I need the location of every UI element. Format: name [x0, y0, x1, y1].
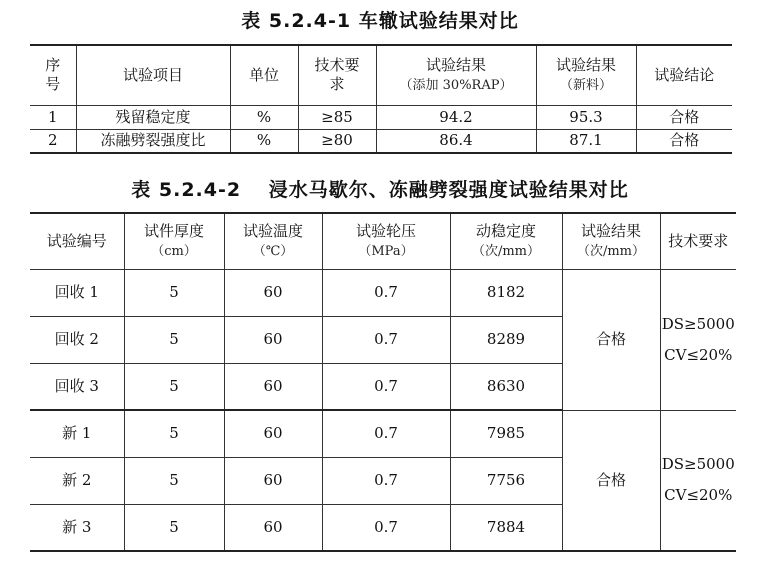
cell-id: 回收 1 — [30, 269, 124, 316]
cell-pressure: 0.7 — [322, 269, 450, 316]
cell-thickness: 5 — [124, 457, 224, 504]
table-header-row — [30, 45, 732, 105]
cell-result-group: 合格 — [562, 269, 660, 410]
cell-index: 2 — [30, 129, 76, 153]
cell-requirement: ≥85 — [298, 105, 376, 129]
col-header-unit: 单位 — [230, 45, 298, 105]
col-header-pressure: 试验轮压 （MPa） — [322, 213, 450, 269]
cell-stability: 8630 — [450, 363, 562, 410]
col-header-stability: 动稳定度 （次/mm） — [450, 213, 562, 269]
table-row — [30, 269, 736, 316]
requirement-ds: DS≥5000 — [661, 455, 735, 474]
requirement-cv: CV≤20% — [664, 486, 733, 505]
cell-temperature: 60 — [224, 410, 322, 457]
col-header-conclusion: 试验结论 — [636, 45, 732, 105]
table1-caption: 表 5.2.4-1 车辙试验结果对比 — [241, 10, 519, 32]
cell-stability: 8182 — [450, 269, 562, 316]
cell-conclusion: 合格 — [636, 105, 732, 129]
immersion-marshall-table — [30, 212, 736, 552]
cell-pressure: 0.7 — [322, 363, 450, 410]
col-header-result-new: 试验结果 （新料） — [536, 45, 636, 105]
cell-stability: 7985 — [450, 410, 562, 457]
cell-result-new: 87.1 — [536, 129, 636, 153]
col-header-index: 序 号 — [30, 45, 76, 105]
table2-caption: 表 5.2.4-2 浸水马歇尔、冻融劈裂强度试验结果对比 — [131, 179, 629, 201]
cell-pressure: 0.7 — [322, 457, 450, 504]
col-header-id: 试验编号 — [30, 213, 124, 269]
col-header-result: 试验结果 （次/mm） — [562, 213, 660, 269]
requirement-cv: CV≤20% — [664, 345, 733, 364]
cell-temperature: 60 — [224, 457, 322, 504]
table-row — [30, 129, 732, 153]
cell-pressure: 0.7 — [322, 504, 450, 551]
cell-unit: % — [230, 129, 298, 153]
cell-requirement-group — [660, 410, 736, 551]
cell-result-rap: 86.4 — [376, 129, 536, 153]
cell-result-new: 95.3 — [536, 105, 636, 129]
cell-id: 新 1 — [30, 410, 124, 457]
col-header-item: 试验项目 — [76, 45, 230, 105]
col-header-result-rap: 试验结果 （添加 30%RAP） — [376, 45, 536, 105]
cell-id: 回收 2 — [30, 316, 124, 363]
cell-requirement: ≥80 — [298, 129, 376, 153]
cell-temperature: 60 — [224, 504, 322, 551]
requirement-ds: DS≥5000 — [661, 314, 735, 333]
table-header-row — [30, 213, 736, 269]
col-header-requirement: 技术要 求 — [298, 45, 376, 105]
cell-temperature: 60 — [224, 316, 322, 363]
cell-thickness: 5 — [124, 316, 224, 363]
cell-pressure: 0.7 — [322, 316, 450, 363]
col-header-requirement: 技术要求 — [660, 213, 736, 269]
cell-unit: % — [230, 105, 298, 129]
cell-stability: 7756 — [450, 457, 562, 504]
cell-index: 1 — [30, 105, 76, 129]
col-header-temperature: 试验温度 （℃） — [224, 213, 322, 269]
cell-thickness: 5 — [124, 410, 224, 457]
rutting-test-table — [30, 44, 732, 154]
cell-item: 冻融劈裂强度比 — [76, 129, 230, 153]
col-header-thickness: 试件厚度 （cm） — [124, 213, 224, 269]
cell-requirement-group — [660, 269, 736, 410]
table-row — [30, 105, 732, 129]
cell-result-group: 合格 — [562, 410, 660, 551]
cell-id: 新 3 — [30, 504, 124, 551]
cell-pressure: 0.7 — [322, 410, 450, 457]
cell-thickness: 5 — [124, 504, 224, 551]
cell-id: 新 2 — [30, 457, 124, 504]
cell-thickness: 5 — [124, 269, 224, 316]
cell-stability: 7884 — [450, 504, 562, 551]
cell-conclusion: 合格 — [636, 129, 732, 153]
cell-result-rap: 94.2 — [376, 105, 536, 129]
cell-id: 回收 3 — [30, 363, 124, 410]
cell-item: 残留稳定度 — [76, 105, 230, 129]
cell-thickness: 5 — [124, 363, 224, 410]
cell-stability: 8289 — [450, 316, 562, 363]
table-row — [30, 410, 736, 457]
cell-temperature: 60 — [224, 363, 322, 410]
cell-temperature: 60 — [224, 269, 322, 316]
